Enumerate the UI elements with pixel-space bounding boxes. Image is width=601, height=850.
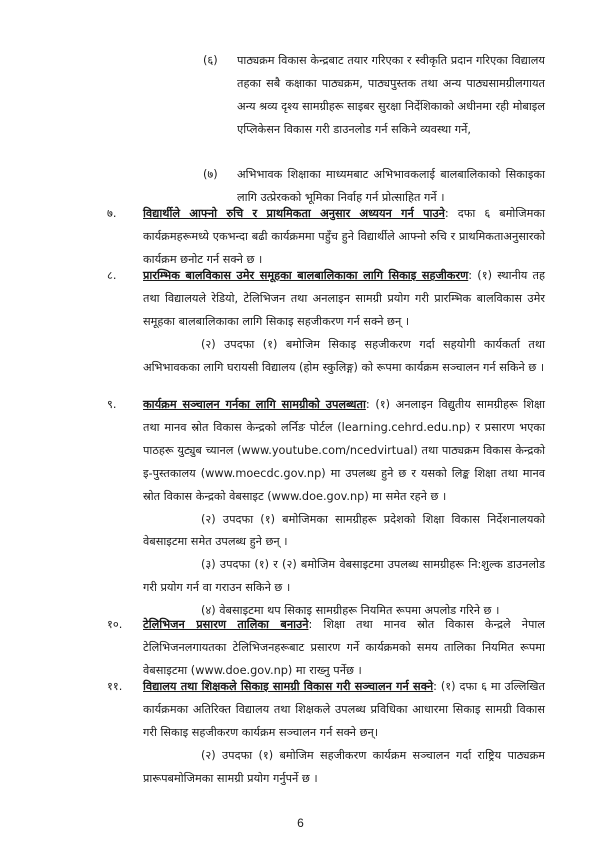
section-7 bbox=[107, 203, 545, 272]
section-number: ११. bbox=[107, 680, 123, 693]
sub-clause-marker: (६) bbox=[203, 54, 218, 67]
sub-clause-6 bbox=[203, 50, 545, 142]
section-body bbox=[143, 614, 545, 683]
section-9 bbox=[107, 394, 545, 623]
subsection-paragraph: (२) उपदफा (१) बमोजिम सिकाइ सहजीकरण गर्दा सहयोगी कार्यकर्ता तथा अभिभावकका लागि घरायसी विद्यालय (होम स्कुलिङ्ग) को रूपमा कार्यक्रम सञ्चालन गर्न सकिने छ । bbox=[143, 337, 545, 374]
section-body bbox=[143, 203, 545, 272]
section-text: : (१) दफा ६ मा उल्लिखित कार्यक्रमका अतिरिक्त विद्यालय तथा शिक्षकले उपलब्ध प्रविधिका आधारमा सिकाइ सामग्री विकास गरी सिकाइ सहजीकरण कार्यक्रम सञ्चालन गर्न सक्ने छन्। bbox=[143, 680, 545, 739]
section-heading: विद्यालय तथा शिक्षकले सिकाइ सामग्री विकास गरी सञ्चालन गर्न सक्ने bbox=[143, 680, 434, 693]
section-10 bbox=[107, 614, 545, 683]
section-8 bbox=[107, 265, 545, 380]
section-text: : शिक्षा तथा मानव स्रोत विकास केन्द्रले नेपाल टेलिभिजनलगायतका टेलिभिजनहरूबाट प्रसारण गर्ने कार्यक्रमको समय तालिका नियमित रूपमा वेबसाइटमा (www.doe.gov.np) मा राख्नु पर्नेछ । bbox=[143, 618, 545, 677]
section-number: ९. bbox=[107, 398, 117, 411]
page-number: 6 bbox=[297, 816, 304, 830]
section-heading: प्रारम्भिक बालविकास उमेर समूहका बालबालिकाका लागि सिकाइ सहजीकरण bbox=[143, 269, 469, 282]
subsection-paragraph: (२) उपदफा (१) बमोजिम सहजीकरण कार्यक्रम सञ्चालन गर्दा राष्ट्रिय पाठ्यक्रम प्रारूपबमोजिमका सामग्री प्रयोग गर्नुपर्ने छ । bbox=[143, 748, 545, 785]
subsection-paragraph: (३) उपदफा (१) र (२) बमोजिम वेबसाइटमा उपलब्ध सामग्रीहरू नि:शुल्क डाउनलोड गरी प्रयोग गर्न वा गराउन सकिने छ । bbox=[143, 558, 545, 595]
section-body bbox=[143, 265, 545, 334]
sub-clause-text: पाठ्यक्रम विकास केन्द्रबाट तयार गरिएका र स्वीकृति प्रदान गरिएका विद्यालय तहका सबै कक्षाका पाठ्यक्रम, पाठ्यपुस्तक तथा अन्य पाठ्यसामग्रीलगायत अन्य श्रव्य दृश्य सामग्रीहरू साइबर सुरक्षा निर्देशिकाको अधीनमा रही मोबाइल एप्लिकेसन विकास गरी डाउनलोड गर्न सकिने व्यवस्था गर्ने, bbox=[237, 54, 545, 136]
section-number: १०. bbox=[107, 618, 123, 631]
section-heading: विद्यार्थीले आफ्नो रुचि र प्राथमिकता अनुसार अध्ययन गर्न पाउने bbox=[143, 207, 445, 220]
section-text: : (१) स्थानीय तह तथा विद्यालयले रेडियो, टेलिभिजन तथा अनलाइन सामग्री प्रयोग गरी प्रारम्भिक बालविकास उमेर समूहका बालबालिकाका लागि सिकाइ सहजीकरण गर्न सक्ने छन् । bbox=[143, 269, 545, 328]
subsection-paragraph: (४) वेबसाइटमा थप सिकाइ सामग्रीहरू नियमित रूपमा अपलोड गरिने छ । bbox=[201, 604, 500, 618]
section-number: ७. bbox=[107, 207, 117, 220]
subsection-paragraph: (२) उपदफा (१) बमोजिमका सामग्रीहरू प्रदेशको शिक्षा विकास निर्देशनालयको वेबसाइटमा समेत उपलब्ध हुने छन् । bbox=[143, 512, 545, 549]
section-number: ८. bbox=[107, 269, 117, 282]
section-body bbox=[143, 676, 545, 745]
section-body bbox=[143, 394, 545, 509]
section-11 bbox=[107, 676, 545, 791]
section-heading: कार्यक्रम सञ्चालन गर्नका लागि सामग्रीको उपलब्धता bbox=[143, 398, 366, 411]
section-heading: टेलिभिजन प्रसारण तालिका बनाउने bbox=[143, 618, 309, 631]
sub-clause-text: अभिभावक शिक्षाका माध्यमबाट अभिभावकलाई बालबालिकाको सिकाइका लागि उत्प्रेरकको भूमिका निर्वाह गर्न प्रोत्साहित गर्ने । bbox=[237, 168, 545, 204]
section-text: : (१) अनलाइन विद्युतीय सामग्रीहरू शिक्षा तथा मानव स्रोत विकास केन्द्रको लर्निङ पोर्टल (learning.cehrd.edu.np) र प्रसारण भएका पाठहरू युट्युब च्यानल (www.youtube.com/ncedvirtual) तथा पाठ्यक्रम विकास केन्द्रको इ-पुस्तकालय (www.moecdc.gov.np) मा उपलब्ध हुने छ र यसको लिङ्क शिक्षा तथा मानव स्रोत विकास केन्द्रको वेबसाइट (www.doe.gov.np) मा समेत रहने छ । bbox=[143, 398, 545, 503]
sub-clause-marker: (७) bbox=[203, 168, 218, 181]
section-text: : दफा ६ बमोजिमका कार्यक्रमहरूमध्ये एकभन्दा बढी कार्यक्रममा पहुँच हुने विद्यार्थीले आफ्नो रुचि र प्राथमिकताअनुसारको कार्यक्रम छनोट गर्न सक्ने छ । bbox=[143, 207, 546, 266]
